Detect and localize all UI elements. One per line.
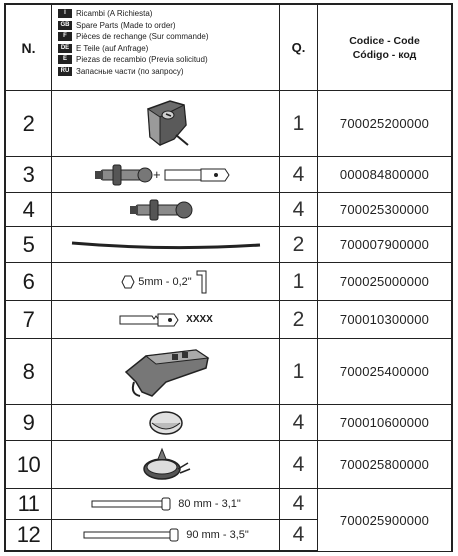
language-text: Spare Parts (Made to order) (76, 20, 176, 30)
row-number-cell (6, 157, 52, 192)
spare-parts-table (4, 3, 453, 552)
code-cell (318, 339, 451, 404)
language-tag: I (58, 9, 72, 18)
row-code: 700025000000 (339, 274, 430, 289)
bolt-illustration (90, 497, 174, 511)
language-text: Pièces de rechange (Sur commande) (76, 32, 209, 42)
row-number-cell (6, 339, 52, 404)
svg-text:+: + (152, 166, 161, 182)
code-cell (318, 405, 451, 440)
bolt-length: 80 mm - 3,1" (178, 498, 241, 510)
row-code: 700025300000 (339, 202, 430, 217)
row-number: 10 (16, 451, 41, 477)
part-image-cell (52, 91, 280, 156)
part-image-cell (52, 339, 280, 404)
row-number-cell (6, 227, 52, 262)
row-code: 700025900000 (339, 512, 430, 528)
code-cell (318, 193, 451, 226)
row-qty: 2 (292, 307, 305, 331)
bolt-illustration (82, 528, 182, 542)
rubber-strip-illustration (66, 235, 266, 255)
row-qty: 4 (292, 452, 305, 476)
row-code: 700010300000 (339, 312, 430, 327)
qty-cell (280, 263, 318, 300)
qty-cell (280, 91, 318, 156)
row-number-cell (6, 520, 52, 550)
header-number-cell (6, 5, 52, 90)
language-row (58, 8, 276, 20)
row-number-cell (6, 405, 52, 440)
qty-cell (280, 339, 318, 404)
row-number-cell (6, 91, 52, 156)
row-code: 700025400000 (339, 364, 430, 379)
row-qty: 4 (292, 197, 305, 221)
code-cell (318, 301, 451, 338)
row-qty: 2 (292, 232, 305, 256)
part-image-cell (52, 405, 280, 440)
row-number: 5 (22, 231, 35, 257)
foot-clamp-illustration (116, 342, 216, 402)
header-code-line1: Codice - Code (349, 34, 420, 47)
table-row (6, 301, 451, 339)
part-image-cell (52, 193, 280, 226)
allen-key-size: 5mm - 0,2" (138, 275, 192, 288)
qty-cell (280, 405, 318, 440)
language-row (58, 54, 276, 66)
row-number: 11 (17, 491, 40, 516)
language-tag: GB (58, 21, 72, 30)
end-cap-with-clip-illustration (136, 445, 196, 485)
table-row (6, 91, 451, 157)
row-number-cell (6, 193, 52, 226)
lock-housing-illustration (126, 95, 206, 153)
table-row (6, 263, 451, 301)
end-cap-illustration (146, 409, 186, 437)
part-image-cell (52, 227, 280, 262)
row-number-cell (6, 489, 52, 519)
row-qty: 4 (292, 523, 305, 546)
lock-cylinder-illustration (126, 197, 206, 223)
qty-cell (280, 441, 318, 488)
language-text: Запасные части (по запросу) (76, 66, 184, 76)
row-code: 000084800000 (339, 167, 430, 182)
language-text: Ricambi (A Richiesta) (76, 9, 153, 19)
hex-icon (121, 275, 135, 289)
bolt-length: 90 mm - 3,5" (186, 529, 249, 541)
row-qty: 4 (292, 492, 305, 515)
code-cell (318, 91, 451, 156)
row-qty: 1 (292, 269, 305, 293)
row-number-cell (6, 263, 52, 300)
header-qty: Q. (291, 40, 306, 55)
row-code: 700010600000 (339, 415, 430, 430)
code-cell (318, 157, 451, 192)
qty-cell (280, 489, 318, 519)
code-cell (318, 227, 451, 262)
language-row (58, 66, 276, 78)
table-row (6, 227, 451, 263)
header-languages-cell (52, 5, 280, 90)
header-qty-cell (280, 5, 318, 90)
row-number-cell (6, 441, 52, 488)
row-number-cell (6, 301, 52, 338)
part-image-cell (52, 441, 280, 488)
part-image-cell (52, 301, 280, 338)
language-row (58, 31, 276, 43)
qty-cell (280, 301, 318, 338)
row-code: 700025800000 (339, 457, 430, 472)
table-row (6, 441, 451, 489)
header-code-line2: Código - код (352, 48, 417, 61)
row-code: 700025200000 (339, 116, 430, 131)
language-tag: RU (58, 67, 72, 76)
lock-cylinder-and-key-illustration (91, 161, 241, 189)
key-icon (118, 311, 180, 329)
qty-cell (280, 227, 318, 262)
header-number: N. (21, 39, 36, 56)
language-tag: DE (58, 44, 72, 53)
row-number: 9 (22, 409, 35, 435)
table-row (6, 193, 451, 227)
code-cell (318, 263, 451, 300)
row-qty: 4 (292, 410, 305, 434)
table-row (6, 157, 451, 193)
row-number: 7 (22, 306, 35, 332)
key-code-mark: XXXX (186, 314, 213, 325)
table-row (6, 339, 451, 405)
table-row (6, 405, 451, 441)
row-number: 4 (22, 196, 35, 222)
language-row (58, 43, 276, 55)
part-image-cell (52, 520, 280, 550)
qty-cell (280, 193, 318, 226)
part-image-cell (52, 489, 280, 519)
header-code-cell (318, 5, 451, 90)
qty-cell (280, 157, 318, 192)
language-tag: E (58, 55, 72, 64)
part-image-cell (52, 263, 280, 300)
merged-code-cell (318, 489, 451, 551)
row-code: 700007900000 (339, 237, 430, 252)
row-number: 3 (22, 161, 35, 187)
allen-key-illustration (194, 269, 210, 295)
part-image-cell (52, 157, 280, 192)
header-row (6, 5, 451, 91)
language-text: E Teile (auf Anfrage) (76, 43, 149, 53)
language-list (58, 8, 276, 77)
row-qty: 1 (292, 359, 305, 383)
row-qty: 1 (292, 111, 305, 135)
language-text: Piezas de recambio (Previa solicitud) (76, 55, 208, 65)
row-number: 6 (22, 268, 35, 294)
row-number: 8 (22, 358, 35, 384)
row-number: 2 (22, 110, 35, 136)
language-tag: F (58, 32, 72, 41)
language-row (58, 20, 276, 32)
row-number: 12 (16, 522, 41, 547)
qty-cell (280, 520, 318, 550)
code-cell (318, 441, 451, 488)
row-qty: 4 (292, 162, 305, 186)
